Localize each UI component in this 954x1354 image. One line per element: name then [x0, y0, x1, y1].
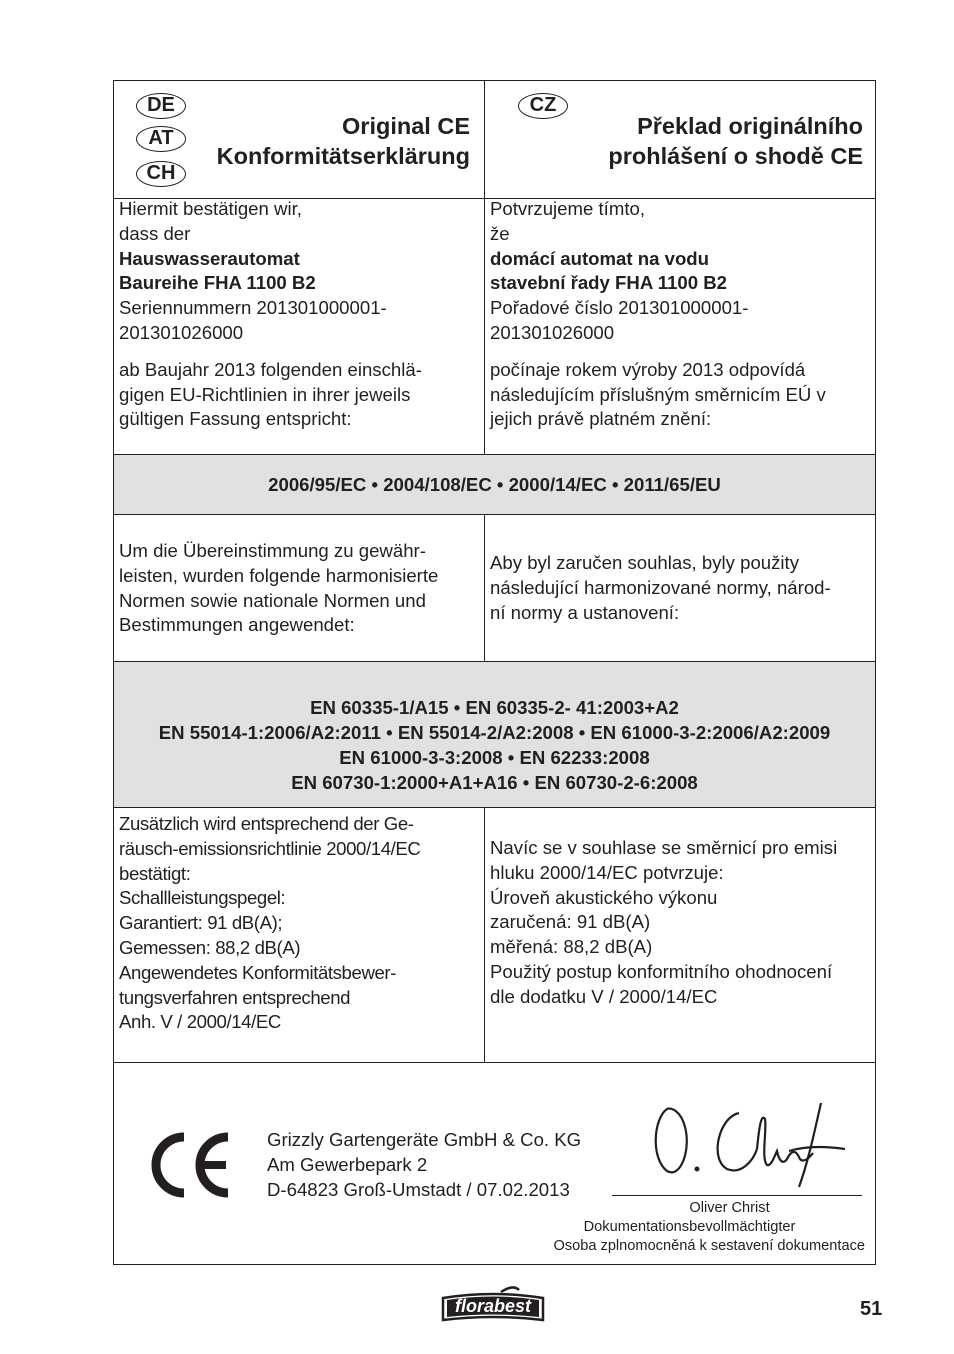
conformity-text-cz: jejich právě platném znění:	[490, 408, 712, 430]
noise-line: tungsverfahren entsprechend	[119, 986, 351, 1008]
standards-intro-line: Normen sowie nationale Normen und	[119, 589, 426, 611]
intro-de	[119, 197, 479, 432]
standard-line: EN 61000-3-3:2008 • EN 62233:2008	[339, 747, 650, 768]
product-series-de: Baureihe FHA 1100 B2	[119, 272, 316, 294]
country-badge-cz: CZ	[518, 93, 568, 119]
signature-line	[612, 1195, 862, 1196]
signer-role-de: Dokumentationsbevollmächtigter	[583, 1219, 796, 1235]
serial-range-cz: 201301026000	[490, 321, 615, 343]
company-city-date: D-64823 Groß-Umstadt / 07.02.2013	[267, 1178, 570, 1200]
noise-line: Úroveň akustického výkonu	[490, 886, 718, 908]
signer-name: Oliver Christ	[689, 1200, 770, 1216]
ce-mark-icon	[146, 1131, 232, 1199]
standards-list	[114, 695, 875, 795]
company-street: Am Gewerbepark 2	[267, 1153, 428, 1175]
noise-line: dle dodatku V / 2000/14/EC	[490, 985, 718, 1007]
serial-range-cz: Pořadové číslo 201301000001-	[490, 297, 749, 319]
standards-intro-line: ní normy a ustanovení:	[490, 601, 680, 623]
page-number: 51	[860, 1298, 883, 1320]
standards-intro-line: Um die Übereinstimmung zu gewähr-	[119, 540, 426, 561]
company-name: Grizzly Gartengeräte GmbH & Co. KG	[267, 1129, 582, 1150]
standards-intro-cz	[490, 551, 875, 625]
standard-line: EN 60730-1:2000+A1+A16 • EN 60730-2-6:2008	[291, 772, 698, 793]
row-divider	[114, 661, 875, 662]
noise-line: Zusätzlich wird entsprechend der Ge-	[119, 813, 414, 834]
intro-de-line: Hiermit bestätigen wir,	[119, 198, 302, 219]
florabest-logo	[437, 1284, 549, 1328]
intro-de-line: dass der	[119, 222, 191, 244]
signer-block	[514, 1199, 865, 1256]
conformity-text-cz: následujícím příslušným směrnicím EÚ v	[490, 383, 826, 405]
noise-de	[119, 812, 479, 1035]
noise-line: Použitý postup konformitního ohodnocení	[490, 960, 833, 982]
noise-line: zaručená: 91 dB(A)	[490, 911, 651, 933]
noise-line: bestätigt:	[119, 862, 191, 884]
standards-intro-line: Aby byl zaručen souhlas, byly použity	[490, 552, 800, 573]
conformity-text-de: ab Baujahr 2013 folgenden einschlä-	[119, 358, 422, 380]
serial-range-de: Seriennummern 201301000001-	[119, 297, 387, 319]
noise-cz	[490, 836, 875, 1010]
intro-cz-line: Potvrzujeme tímto,	[490, 198, 645, 219]
row-divider	[114, 454, 875, 455]
manufacturer-address	[267, 1128, 627, 1202]
row-divider	[114, 514, 875, 515]
noise-line: Anh. V / 2000/14/EC	[119, 1011, 281, 1033]
title-cz	[608, 111, 863, 171]
row-divider	[114, 1062, 875, 1063]
title-de	[217, 111, 470, 171]
declaration-table	[113, 80, 876, 1265]
column-divider	[484, 807, 485, 1062]
conformity-text-de: gigen EU-Richtlinien in ihrer jeweils	[119, 383, 411, 405]
intro-cz-line: že	[490, 222, 510, 244]
product-series-cz: stavební řady FHA 1100 B2	[490, 272, 728, 294]
noise-line: Navíc se v souhlase se směrnicí pro emisi	[490, 837, 838, 858]
serial-range-de: 201301026000	[119, 321, 244, 343]
standards-intro-line: následující harmonizované normy, národ-	[490, 576, 831, 598]
standard-line: EN 55014-1:2006/A2:2011 • EN 55014-2/A2:2008 • EN 61000-3-2:2006/A2:2009	[158, 722, 831, 743]
title-cz-line2: prohlášení o shodě CE	[608, 143, 863, 169]
product-name-cz: domácí automat na vodu	[490, 247, 710, 269]
column-divider	[484, 514, 485, 661]
column-divider	[484, 81, 485, 454]
logo-text: florabest	[454, 1296, 532, 1316]
country-badge-ch: CH	[136, 161, 186, 187]
standards-intro-line: leisten, wurden folgende harmonisierte	[119, 564, 439, 586]
row-divider	[114, 807, 875, 808]
noise-line: Schallleistungspegel:	[119, 887, 286, 909]
intro-cz	[490, 197, 875, 432]
signer-role-cz: Osoba zplnomocněná k sestavení dokumentace	[553, 1238, 865, 1254]
title-de-line1: Original CE	[342, 113, 470, 139]
title-cz-line1: Překlad originálního	[637, 113, 863, 139]
noise-line: Gemessen: 88,2 dB(A)	[119, 936, 301, 958]
standards-intro-line: Bestimmungen angewendet:	[119, 614, 355, 636]
standards-intro-de	[119, 539, 479, 638]
country-badge-at: AT	[136, 126, 186, 152]
noise-line: hluku 2000/14/EC potvrzuje:	[490, 861, 724, 883]
noise-line: Angewendetes Konformitätsbewer-	[119, 961, 396, 983]
country-badge-de: DE	[136, 93, 186, 119]
noise-line: měřená: 88,2 dB(A)	[490, 936, 653, 958]
noise-line: Garantiert: 91 dB(A);	[119, 912, 283, 934]
conformity-text-de: gültigen Fassung entspricht:	[119, 408, 352, 430]
product-name-de: Hauswasserautomat	[119, 247, 300, 269]
noise-line: räusch-emissionsrichtlinie 2000/14/EC	[119, 837, 421, 859]
title-de-line2: Konformitätserklärung	[216, 143, 470, 169]
signature-image	[649, 1099, 849, 1189]
conformity-text-cz: počínaje rokem výroby 2013 odpovídá	[490, 358, 806, 380]
standard-line: EN 60335-1/A15 • EN 60335-2- 41:2003+A2	[310, 697, 679, 718]
directives-list: 2006/95/EC • 2004/108/EC • 2000/14/EC • 2011/65/EU	[268, 474, 721, 495]
